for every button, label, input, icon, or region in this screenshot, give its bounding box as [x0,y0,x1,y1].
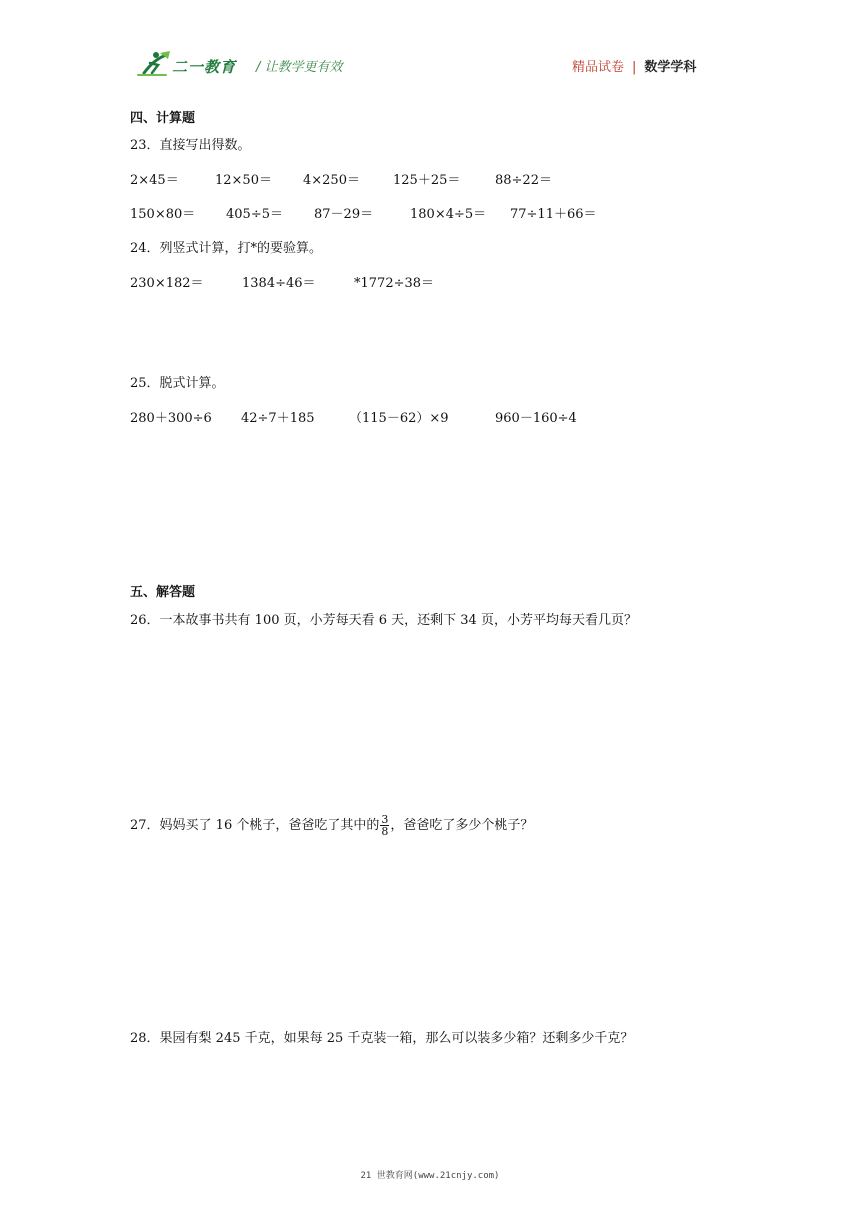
question-25-label: 25．脱式计算。 [130,376,225,391]
q23-expr: 125＋25＝ [393,173,461,188]
question-27-text-after: ，爸爸吃了多少个桃子？ [390,818,534,833]
q23-expr: 180×4÷5＝ [410,207,487,222]
fraction-numerator: 3 [381,813,389,826]
q25-expr: （115－62）×9 [349,411,449,426]
q25-expr: 960－160÷4 [495,411,577,426]
q23-expr: 150×80＝ [130,207,196,222]
q24-expr: 230×182＝ [130,276,204,291]
fraction-denominator: 8 [381,825,389,838]
brand-name: 二一教育 [172,58,237,76]
question-27 [130,814,533,837]
q25-expr: 280＋300÷6 [130,411,212,426]
header-tag-premium: 精品试卷 [572,60,625,75]
q23-expr: 77÷11＋66＝ [510,207,597,222]
q23-expr: 88÷22＝ [495,173,552,188]
section-title-calc: 四、计算题 [130,111,196,126]
question-26: 26．一本故事书共有 100 页，小芳每天看 6 天，还剩下 34 页，小芳平均每天看几页？ [130,613,637,628]
q23-expr: 87－29＝ [314,207,374,222]
question-27-text-before: 27．妈妈买了 16 个桃子，爸爸吃了其中的 [130,818,380,833]
page-footer: 21 世教育网(www.21cnjy.com) [360,1171,500,1181]
q23-expr: 12×50＝ [215,173,272,188]
header-right [572,56,696,75]
question-24-label: 24．列竖式计算，打*的要验算。 [130,241,323,256]
q23-expr: 2×45＝ [130,173,179,188]
fraction-three-eighths [380,814,389,837]
header-separator: | [632,60,637,75]
question-28: 28．果园有梨 245 千克，如果每 25 千克装一箱，那么可以装多少箱？还剩多少千克？ [130,1031,634,1046]
q23-expr: 4×250＝ [303,173,360,188]
q25-expr: 42÷7＋185 [241,411,315,426]
q23-expr: 405÷5＝ [226,207,283,222]
q24-expr: *1772÷38＝ [354,276,435,291]
section-title-answer: 五、解答题 [130,585,196,600]
q24-expr: 1384÷46＝ [242,276,316,291]
header-tag-subject: 数学学科 [644,60,697,75]
header-slogan: / 让教学更有效 [256,60,343,75]
question-23-label: 23．直接写出得数。 [130,138,251,153]
